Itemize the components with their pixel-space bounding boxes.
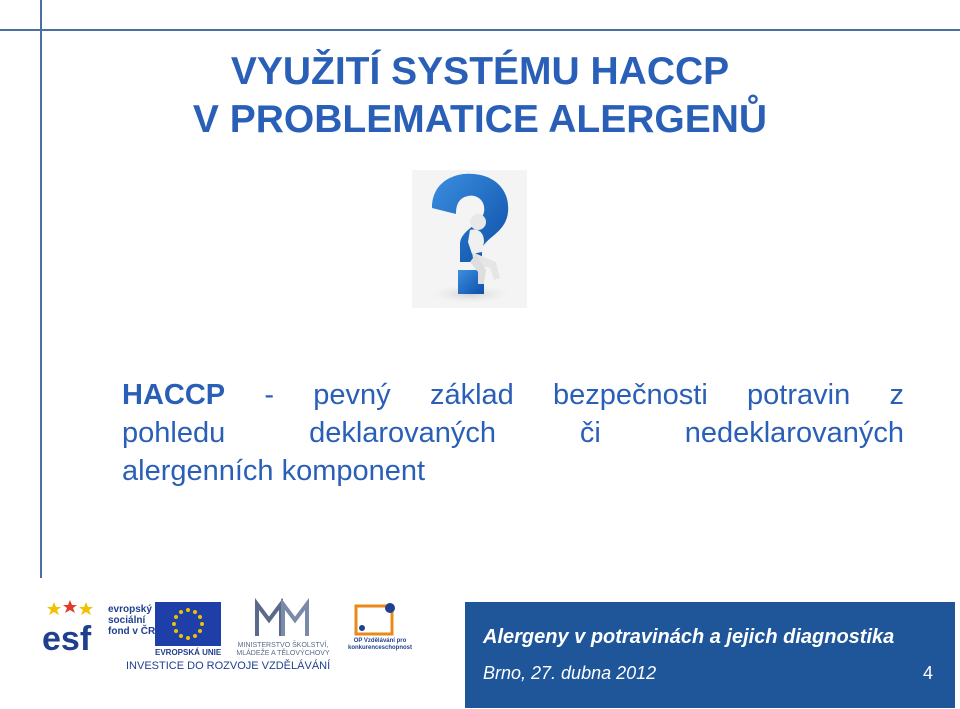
- esf-text-line: fond v ČR: [108, 626, 156, 637]
- body-word: nedeklarovaných: [684, 417, 904, 449]
- esf-text-line: evropský: [108, 604, 152, 615]
- body-word: pevný: [313, 379, 391, 411]
- body-word: -: [264, 379, 275, 411]
- msmt-label: MINISTERSTVO ŠKOLSTVÍ, MLÁDEŽE A TĚLOVÝCHOVY: [236, 642, 330, 657]
- footer-title: Alergeny v potravinách a jejich diagnostika: [483, 626, 895, 648]
- eu-flag-icon: [155, 602, 221, 646]
- body-word: základ: [429, 379, 514, 411]
- body-word: pohledu: [122, 417, 226, 449]
- esf-logo-icon: [40, 600, 106, 656]
- op-label: OP Vzdělávání pro konkurenceschopnost: [347, 638, 412, 651]
- horizontal-rule: [0, 29, 960, 31]
- body-line-3: alergenních komponent: [122, 455, 426, 487]
- body-word: z: [889, 379, 904, 411]
- slide-title: [100, 48, 860, 144]
- question-mark-figure-image: [412, 170, 527, 308]
- footer-box: [465, 602, 955, 708]
- sponsor-logos: [40, 598, 420, 676]
- investice-label: INVESTICE DO ROZVOJE VZDĚLÁVÁNÍ: [126, 660, 331, 672]
- page-number: 4: [922, 663, 933, 683]
- footer-date: Brno, 27. dubna 2012: [483, 663, 657, 683]
- body-word: či: [579, 417, 601, 449]
- body-word: deklarovaných: [309, 417, 497, 449]
- esf-text-line: sociální: [108, 615, 146, 626]
- vertical-rule: [40, 0, 42, 578]
- msmt-logo-icon: [253, 598, 313, 642]
- body-line-1: [122, 376, 904, 414]
- eu-label: EVROPSKÁ UNIE: [155, 648, 222, 657]
- body-word: bezpečnosti: [553, 379, 708, 411]
- body-line-2: [122, 414, 904, 452]
- esf-mark: esf: [42, 620, 92, 656]
- op-logo-icon: [352, 600, 402, 638]
- body-word: potravin: [747, 379, 851, 411]
- title-line-1: VYUŽITÍ SYSTÉMU HACCP: [230, 50, 730, 93]
- body-paragraph: [122, 376, 904, 490]
- esf-text: [108, 604, 155, 637]
- body-word: HACCP: [122, 379, 226, 411]
- title-line-2: V PROBLEMATICE ALERGENŮ: [192, 98, 768, 141]
